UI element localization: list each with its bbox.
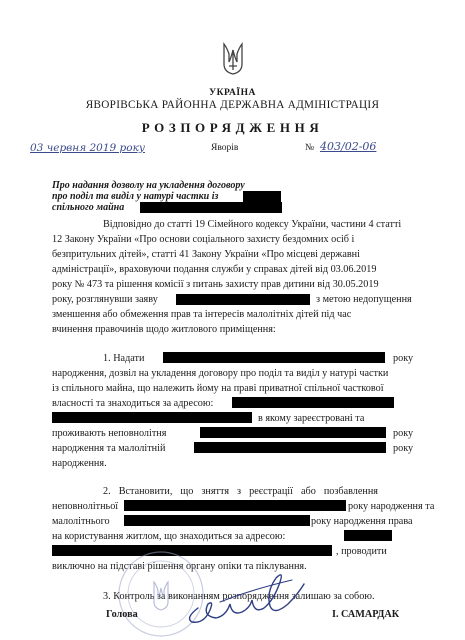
item2-line: виключно на підставі рішення органу опіки та піклування. — [52, 561, 307, 572]
country-title: УКРАЇНА — [209, 88, 256, 98]
redacted-block — [124, 500, 346, 511]
subject-line-3: спільного майна — [52, 202, 125, 213]
intro-line: вчинення правочинів щодо житлового приміщення: — [52, 324, 276, 335]
number-prefix: № — [305, 143, 315, 153]
redacted-block — [243, 191, 281, 202]
intro-line: з метою недопущення — [316, 294, 412, 305]
intro-line: адміністрації», враховуючи подання служби у справах дітей від 03.06.2019 — [52, 264, 377, 275]
redacted-block — [124, 515, 310, 526]
redacted-block — [140, 202, 282, 213]
document-number-handwritten: 403/02-06 — [320, 140, 377, 153]
redacted-block — [200, 427, 386, 438]
signature-name: І. САМАРДАК — [332, 609, 400, 620]
item2-line: малолітнього — [52, 516, 110, 527]
document-type-title: РОЗПОРЯДЖЕННЯ — [141, 120, 324, 135]
redacted-block — [52, 412, 252, 423]
item2-line: , проводити — [336, 546, 387, 557]
item1-line: року — [393, 443, 414, 454]
intro-line: безпритульних дітей», статті 41 Закону України «Про місцеві державні — [52, 249, 360, 260]
item1-line: проживають неповнолітня — [52, 428, 167, 439]
item3-line: 3. Контроль за виконанням розпорядження залишаю за собою. — [103, 591, 375, 602]
signature-position: Голова — [106, 609, 138, 620]
subject-line-2: про поділ та виділ у натурі частки із — [52, 191, 219, 202]
item1-line: 1. Надати — [103, 353, 145, 364]
item2-line: 2. Встановити, що зняття з реєстрації або позбавлення — [103, 486, 378, 497]
item1-line: народження та малолітній — [52, 443, 166, 454]
date-handwritten: 03 червня 2019 року — [30, 142, 145, 154]
coat-of-arms-icon — [222, 42, 244, 76]
item2-line: на користування житлом, що знаходиться за адресою: — [52, 531, 286, 542]
item1-line: народження. — [52, 458, 107, 469]
intro-line: року № 473 та рішення комісії з питань захисту прав дитини від 30.05.2019 — [52, 279, 379, 290]
subject-line-1: Про надання дозволу на укладення договору — [52, 180, 245, 191]
place-label: Яворів — [211, 143, 239, 153]
intro-line: 12 Закону України «Про основи соціального захисту бездомних осіб і — [52, 234, 355, 245]
authority-title: ЯВОРІВСЬКА РАЙОННА ДЕРЖАВНА АДМІНІСТРАЦІЯ — [85, 99, 380, 111]
intro-line: Відповідно до статті 19 Сімейного кодексу України, частини 4 статті — [103, 219, 402, 230]
item1-line: року — [393, 428, 414, 439]
intro-line: року, розглянувши заяву — [52, 294, 158, 305]
item1-line: в якому зареєстровані та — [258, 413, 365, 424]
item1-line: народження, дозвіл на укладення договору про поділ та виділ у натурі частки — [52, 368, 389, 379]
item1-line: власності та знаходиться за адресою: — [52, 398, 214, 409]
redacted-block — [163, 352, 385, 363]
redacted-block — [344, 530, 392, 541]
redacted-block — [194, 442, 386, 453]
item2-line: неповнолітньої — [52, 501, 119, 512]
item2-line: року народження та — [348, 501, 435, 512]
item2-line: року народження права — [311, 516, 413, 527]
redacted-block — [176, 294, 310, 305]
item1-line: із спільного майна, що належить йому на праві приватної спільної часткової — [52, 383, 384, 394]
handwritten-signature — [180, 560, 310, 630]
item1-line: року — [393, 353, 414, 364]
redacted-block — [232, 397, 394, 408]
intro-line: зменшення або обмеження прав та інтересів малолітніх дітей під час — [52, 309, 352, 320]
